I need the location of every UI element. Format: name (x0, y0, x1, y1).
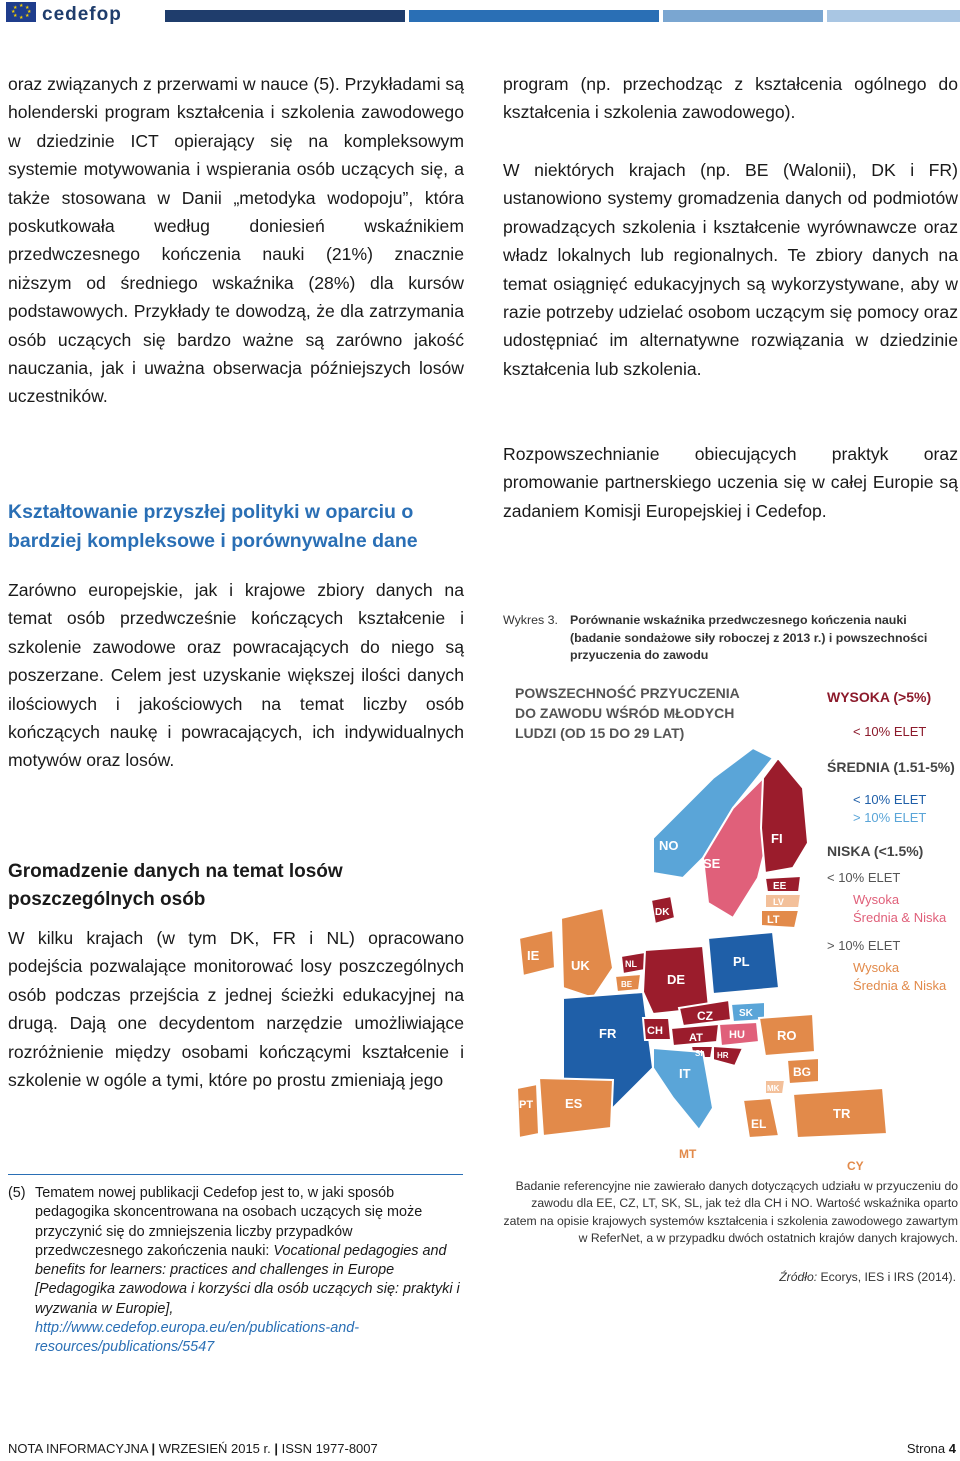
legend-mid-sub1: < 10% ELET (853, 792, 927, 807)
eu-flag-icon: ★ ★ ★ ★ ★ ★ ★ ★ (6, 2, 36, 22)
header-bar-1 (165, 10, 405, 22)
legend-mid: ŚREDNIA (1.51-5%) (827, 759, 955, 775)
left-para-3: W kilku krajach (w tym DK, FR i NL) opracowano podejścia pozwalające monitorować losy poszczególnych osób podczas przejścia z jednej ścieżki edukacyjnej na drugą. Dają one decydentom narzędzie umożliwiające rozróżnienie między osobami kończącymi kształcenie i szkolenie w ogóle a tymi, które po prostu zmieniają jego (8, 928, 464, 1091)
left-para-2: Zarówno europejskie, jak i krajowe zbiory danych na temat osób przedwcześnie kończących kształcenie i szkolenie zawodowe oraz powracających do niego są poszerzane. Celem jest uzyskanie większej ilości danych ilościowych i jakościowych na temat liczby osób kończących naukę i powracających, ich indywidualnych motywów oraz losów. (8, 580, 464, 771)
header-bar-3 (663, 10, 823, 22)
legend-low-sub1-a: Wysoka (853, 892, 900, 907)
label-fr: FR (599, 1026, 617, 1041)
label-ee: EE (773, 881, 787, 892)
label-be: BE (621, 980, 633, 989)
header-bar-2 (409, 10, 659, 22)
label-mk: MK (767, 1084, 780, 1093)
legend-high: WYSOKA (>5%) (827, 689, 932, 705)
label-at: AT (689, 1032, 703, 1044)
label-sk: SK (739, 1008, 753, 1019)
label-hr: HR (717, 1051, 729, 1060)
figure-source (779, 1270, 956, 1284)
label-lt: LT (767, 914, 780, 926)
label-ro: RO (777, 1028, 797, 1043)
label-lv: LV (773, 897, 784, 907)
label-fi: FI (771, 831, 783, 846)
left-para-1: oraz związanych z przerwami w nauce (5). Przykładami są holenderski program kształcenia i szkolenia zawodowego w dziedzinie ICT opierający się na kompleksowym systemie motywowania i wspierania osób uczących się, a także stosowana w Danii „metodyka wodopoju”, która poskutkowała według doniesień wskaźnikiem przedwczesnego kończenia nauki (21%) znacznie niższym od średniego wskaźnika (28%) dla kursów podstawowych. Przykłady te dowodzą, że dla zatrzymania osób uczących się bardzo ważne są zarówno jakość nauczania, jak i uważna obserwacja późniejszych losów uczestników. (8, 74, 464, 407)
label-bg: BG (793, 1065, 811, 1079)
label-si: SI (695, 1049, 703, 1058)
map-title-2: DO ZAWODU WŚRÓD MŁODYCH (515, 705, 735, 721)
label-ch: CH (647, 1025, 663, 1037)
footer-page-number: 4 (948, 1441, 956, 1456)
footnote-mark: (5) (8, 1185, 26, 1201)
label-no: NO (659, 838, 679, 853)
section-heading-tracking: Gromadzenie danych na temat losów poszczególnych osób (8, 861, 343, 910)
country-fi (761, 758, 808, 873)
legend-high-sub: < 10% ELET (853, 724, 927, 739)
label-de: DE (667, 972, 686, 987)
country-it (653, 1048, 713, 1130)
figure-caption-text: Porównanie wskaźnika przedwczesnego kończenia nauki (badanie sondażowe siły roboczej z 2013 r.) i powszechności przyuczenia do zawodu (570, 613, 928, 662)
label-es: ES (565, 1096, 583, 1111)
footnote-rule (8, 1174, 463, 1175)
legend-low-sub2-b: Średnia & Niska (853, 978, 947, 993)
right-para-2: W niektórych krajach (np. BE (Walonii), DK i FR) ustanowiono systemy gromadzenia danych od podmiotów prowadzących szkolenia i kształcenie wyrównawcze oraz władz lokalnych lub regionalnych. Te zbiory danych na temat osiągnięć edukacyjnych są wykorzystywane, aby w razie potrzeby udzielać osobom uczącym się pomocy oraz udostępniać im alternatywne rozwiązania w dziedzinie kształcenia lub szkolenia. (503, 160, 958, 379)
right-para-1: program (np. przechodząc z kształcenia ogólnego do kształcenia i szkolenia zawodowego). (503, 74, 958, 123)
label-pt: PT (519, 1099, 534, 1111)
source-text: Ecorys, IES i IRS (2014). (820, 1270, 956, 1284)
europe-map-figure (503, 668, 958, 1176)
footer-date: WRZESIEŃ 2015 r. (158, 1441, 271, 1456)
label-dk: DK (655, 907, 670, 918)
label-hu: HU (729, 1029, 745, 1041)
footnote-title: Vocational pedagogies and benefits for learners: practices and challenges in Europe [Pedagogika zawodowa i korzyści dla osób uczących się: praktyki i wyzwania w Europie], (35, 1242, 460, 1317)
header-bar-4 (827, 10, 960, 22)
legend-mid-sub2: > 10% ELET (853, 810, 927, 825)
page-header (0, 0, 960, 34)
footer-issn: ISSN 1977-8007 (281, 1441, 378, 1456)
figure-label: Wykres 3. (503, 613, 558, 627)
legend-low: NISKA (<1.5%) (827, 843, 924, 859)
country-uk (561, 908, 613, 998)
footer-series: NOTA INFORMACYJNA (8, 1441, 148, 1456)
label-ie: IE (527, 948, 540, 963)
map-legend (827, 689, 955, 993)
right-para-3: Rozpowszechnianie obiecujących praktyk oraz promowanie partnerskiego uczenia się w całej Europie są zadaniem Komisji Europejskiej i Cedefop. (503, 444, 958, 521)
footer-page-label: Strona (906, 1441, 946, 1456)
label-mt: MT (679, 1147, 697, 1161)
legend-low-sub2: > 10% ELET (827, 938, 901, 953)
footnote-text: Tematem nowej publikacji Cedefop jest to, w jaki sposób pedagogika skoncentrowana na osobach uczących się może przyczynić się do zmniejszenia liczby przypadków przedwczesnego zakończenia nauki: (35, 1185, 423, 1259)
footnote-link[interactable]: http://www.cedefop.europa.eu/en/publications-and-resources/publications/5547 (35, 1320, 359, 1356)
legend-low-sub1: < 10% ELET (827, 870, 901, 885)
label-uk: UK (571, 958, 590, 973)
country-pt (517, 1084, 539, 1138)
map-title-3: LUDZI (OD 15 DO 29 LAT) (515, 725, 685, 741)
label-tr: TR (833, 1106, 851, 1121)
map-title-1: POWSZECHNOŚĆ PRZYUCZENIA (515, 685, 740, 701)
legend-low-sub1-b: Średnia & Niska (853, 910, 947, 925)
label-cy: CY (847, 1159, 864, 1173)
label-el: EL (751, 1117, 767, 1131)
label-cz: CZ (697, 1009, 713, 1023)
cedefop-logo: cedefop (42, 4, 122, 25)
label-it: IT (679, 1066, 691, 1081)
label-pl: PL (733, 954, 750, 969)
section-heading-policy: Kształtowanie przyszłej polityki w oparciu o bardziej kompleksowe i porównywalne dane (8, 501, 418, 552)
figure-note: Badanie referencyjne nie zawierało danych dotyczących udziału w przyuczeniu do zawodu dla EE, CZ, LT, SK, SL, jak też dla CH i NO. Wartość wskaźnika oparto zatem na opisie krajowych systemów kształcenia i szkolenia zawodowego zawartym w ReferNet, a w przypadku dwóch ostatnich krajów danych krajowych. (503, 1179, 958, 1246)
legend-low-sub2-a: Wysoka (853, 960, 900, 975)
source-label: Źródło: (779, 1270, 818, 1284)
label-nl: NL (625, 959, 637, 969)
label-se: SE (703, 856, 721, 871)
